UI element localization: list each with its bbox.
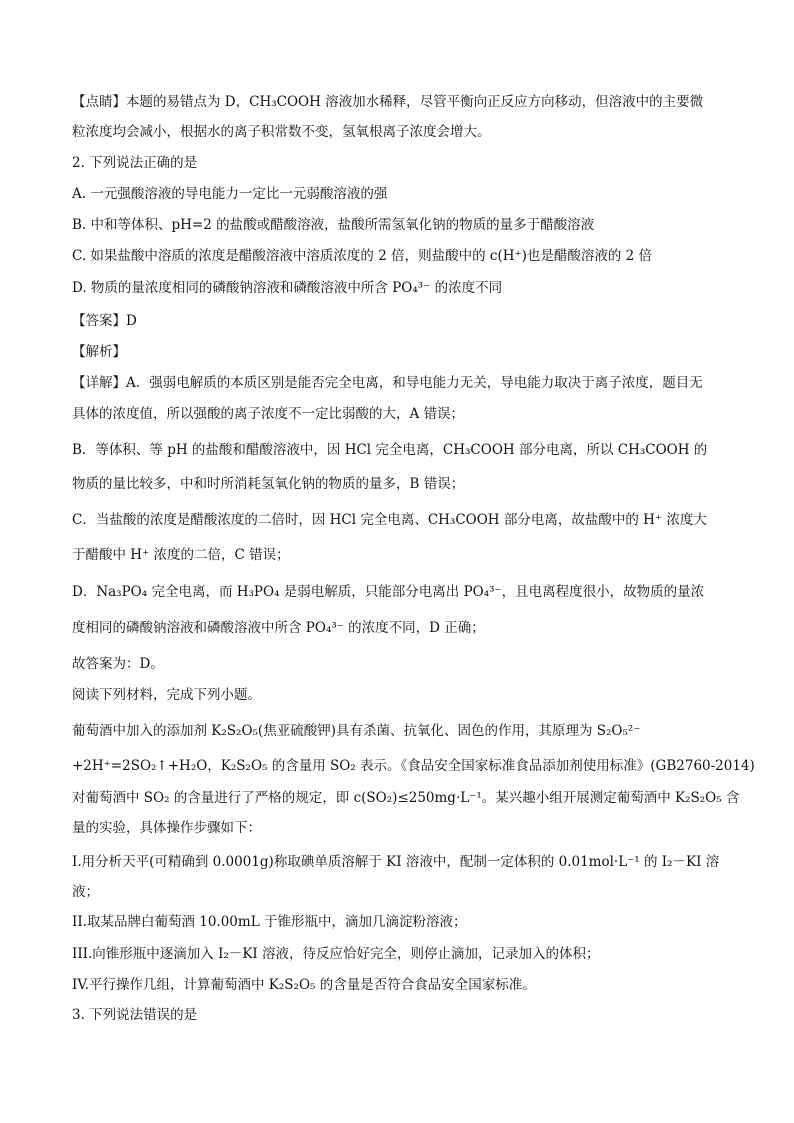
material-line-3: 对葡萄酒中 SO₂ 的含量进行了严格的规定，即 c(SO₂)≤250mg·L⁻¹。某兴趣小组开展测定葡萄酒中 K₂S₂O₅ 含 (72, 790, 740, 806)
question-3-stem: 3. 下列说法错误的是 (72, 1007, 198, 1023)
option-a: A. 一元强酸溶液的导电能力一定比一元弱酸溶液的强 (72, 186, 388, 202)
detail-a-2: 具体的浓度值，所以强酸的离子浓度不一定比弱酸的大，A 错误； (72, 406, 465, 422)
step-3: III.向锥形瓶中逐滴加入 I₂－KI 溶液，待反应恰好完全，则停止滴加，记录加入的体积； (72, 946, 600, 962)
analysis-heading: 【解析】 (72, 344, 126, 360)
step-1-line-1: I.用分析天平(可精确到 0.0001g)称取碘单质溶解于 KI 溶液中，配制一定体积的 0.01mol·L⁻¹ 的 I₂－KI 溶 (72, 854, 720, 870)
note-line-2: 粒浓度均会减小，根据水的离子积常数不变，氢氧根离子浓度会增大。 (72, 124, 491, 140)
detail-c-1: C．当盐酸的浓度是醋酸浓度的二倍时，因 HCl 完全电离、CH₃COOH 部分电离，故盐酸中的 H⁺ 浓度大 (72, 512, 707, 528)
detail-c-2: 于醋酸中 H⁺ 浓度的二倍，C 错误； (72, 547, 290, 563)
option-b: B. 中和等体积、pH=2 的盐酸或醋酸溶液，盐酸所需氢氧化钠的物质的量多于醋酸溶液 (72, 217, 595, 233)
material-line-4: 量的实验，具体操作步骤如下： (72, 820, 261, 836)
detail-b-2: 物质的量比较多，中和时所消耗氢氧化钠的物质的量多，B 错误； (72, 476, 465, 492)
detail-a-1: 【详解】A．强弱电解质的本质区别是能否完全电离，和导电能力无关，导电能力取决于离子浓度，题目无 (72, 375, 703, 391)
conclusion-line: 故答案为：D。 (72, 656, 164, 672)
material-line-2: +2H⁺=2SO₂↑+H₂O，K₂S₂O₅ 的含量用 SO₂ 表示。《食品安全国家标准食品添加剂使用标准》(GB2760-2014) (72, 758, 755, 774)
option-c: C. 如果盐酸中溶质的浓度是醋酸溶液中溶质浓度的 2 倍，则盐酸中的 c(H⁺)也是醋酸溶液的 2 倍 (72, 248, 653, 264)
detail-d-2: 度相同的磷酸钠溶液和磷酸溶液中所含 PO₄³⁻ 的浓度不同，D 正确； (72, 620, 485, 636)
step-1-line-2: 液； (72, 884, 99, 900)
material-intro: 阅读下列材料，完成下列小题。 (72, 687, 261, 703)
detail-b-1: B．等体积、等 pH 的盐酸和醋酸溶液中，因 HCl 完全电离，CH₃COOH 部分电离，所以 CH₃COOH 的 (72, 442, 708, 458)
step-4: IV.平行操作几组，计算葡萄酒中 K₂S₂O₅ 的含量是否符合食品安全国家标准。 (72, 977, 536, 993)
note-line-1: 【点睛】本题的易错点为 D，CH₃COOH 溶液加水稀释，尽管平衡向正反应方向移动，但溶液中的主要微 (72, 94, 704, 110)
material-line-1: 葡萄酒中加入的添加剂 K₂S₂O₅(焦亚硫酸钾)具有杀菌、抗氧化、固色的作用，其原理为 S₂O₅²⁻ (72, 723, 641, 739)
question-2-stem: 2. 下列说法正确的是 (72, 155, 198, 171)
step-2: II.取某品牌白葡萄酒 10.00mL 于锥形瓶中，滴加几滴淀粉溶液； (72, 914, 467, 930)
option-d: D. 物质的量浓度相同的磷酸钠溶液和磷酸溶液中所含 PO₄³⁻ 的浓度不同 (72, 280, 503, 296)
answer-line: 【答案】D (72, 313, 137, 329)
detail-d-1: D．Na₃PO₄ 完全电离，而 H₃PO₄ 是弱电解质，只能部分电离出 PO₄³⁻，且电离程度很小，故物质的量浓 (72, 584, 705, 600)
